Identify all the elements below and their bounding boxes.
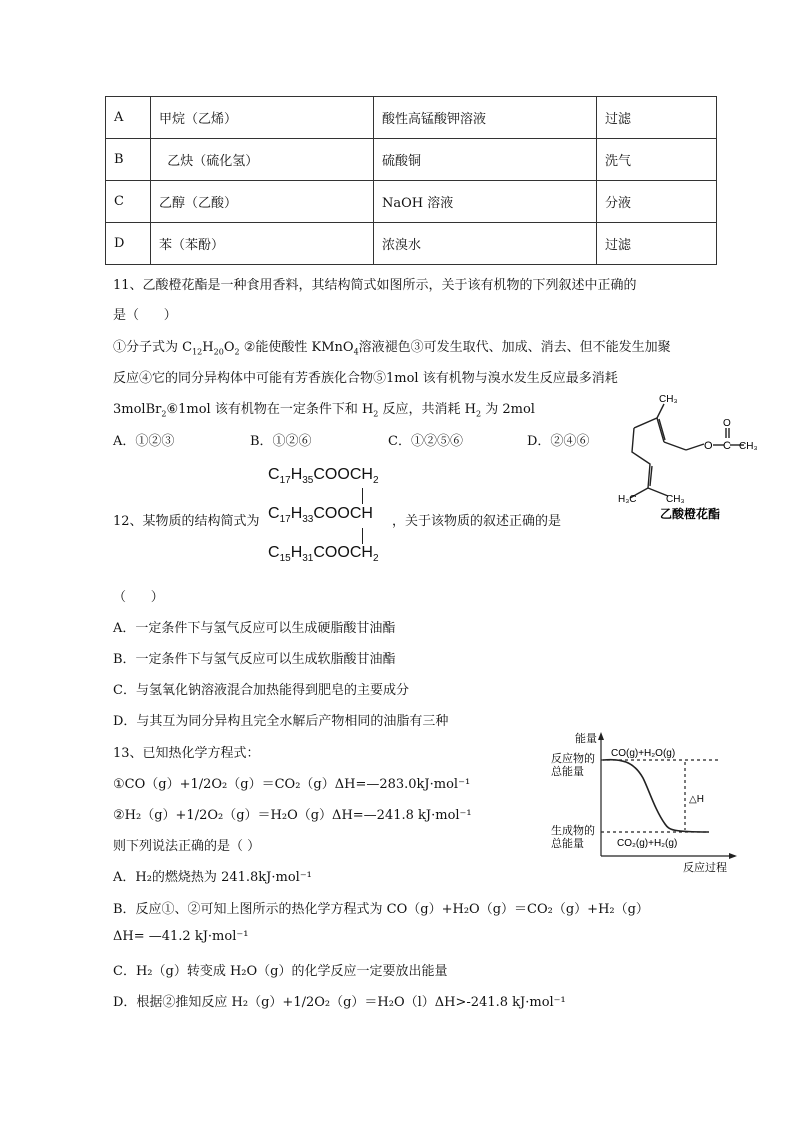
table-row	[106, 139, 717, 181]
mixture-cell: 乙醇（乙酸）	[151, 181, 374, 223]
text: ①分子式为 C	[113, 340, 193, 355]
subscript: 12	[192, 347, 203, 357]
text: C	[268, 466, 280, 483]
q13-option-b-line2: ΔH= —41.2 kJ·mol⁻¹	[113, 929, 249, 944]
subscript: 2	[161, 409, 167, 419]
q12-option-b: B．一定条件下与氢气反应可以生成软脂酸甘油酯	[113, 652, 396, 667]
subscript: 20	[213, 347, 224, 357]
reagent-cell: NaOH 溶液	[374, 181, 597, 223]
subscript: 33	[302, 514, 314, 526]
subscript: 2	[372, 553, 379, 565]
reactant-label-2: 总能量	[551, 765, 584, 778]
energy-diagram	[545, 728, 740, 878]
q11-statement-line2: 反应④它的同分异构体中可能有芳香族化合物⑤1mol 该有机物与溴水发生反应最多消耗	[113, 371, 618, 386]
text: 反应，共消耗 H	[378, 402, 476, 417]
reactant-label-1: 反应物的	[551, 752, 595, 765]
q12-paren: （ ）	[113, 590, 164, 605]
q13-option-d: D．根据②推知反应 H₂（g）+1/2O₂（g）＝H₂O（l）ΔH>-241.8 kJ·mol⁻¹	[113, 995, 566, 1010]
q12-option-c: C．与氢氧化钠溶液混合加热能得到肥皂的主要成分	[113, 683, 409, 698]
table-row	[106, 223, 717, 265]
q13-equation-2: ②H₂（g）+1/2O₂（g）＝H₂O（g）ΔH=—241.8 kJ·mol⁻¹	[113, 808, 472, 823]
diagram-y-label: 能量	[575, 732, 597, 745]
text: O	[223, 340, 235, 355]
triglyceride-line2	[268, 505, 373, 525]
q12-option-d: D．与其互为同分异构且完全水解后产物相同的油脂有三种	[113, 714, 449, 729]
mixture-cell: 乙炔（硫化氢）	[151, 139, 374, 181]
text: COOCH	[313, 466, 373, 483]
subscript: 35	[302, 475, 314, 487]
structure-caption: 乙酸橙花酯	[660, 507, 721, 521]
ch3-top-label: CH₃	[659, 394, 678, 405]
text: 溶液褪色③可发生取代、加成、消去、但不能发生加聚	[358, 340, 671, 355]
text: H	[290, 466, 303, 483]
ch3-right-label: CH₃	[666, 494, 685, 505]
method-cell: 洗气	[597, 139, 717, 181]
row-label: B	[106, 139, 151, 181]
q11-statement-line1	[113, 336, 671, 357]
q11-stem-line1: 11、乙酸橙花酯是一种食用香料，其结构简式如图所示，关于该有机物的下列叙述中正确的	[113, 278, 637, 293]
text: H	[290, 505, 303, 522]
neryl-acetate-structure	[612, 390, 762, 522]
text: ⑥1mol 该有机物在一定条件下和 H	[166, 402, 374, 417]
q13-option-b-line1: B．反应①、②可知上图所示的热化学方程式为 CO（g）+H₂O（g）＝CO₂（g）+H₂（g）	[113, 902, 649, 917]
subscript: 17	[279, 475, 291, 487]
q12-option-a: A．一定条件下与氢气反应可以生成硬脂酸甘油酯	[113, 621, 396, 636]
bond-line-upper	[362, 488, 363, 504]
q13-option-a: A．H₂的燃烧热为 241.8kJ·mol⁻¹	[113, 870, 312, 885]
q11-statement-line3	[113, 398, 535, 419]
reagent-cell: 浓溴水	[374, 223, 597, 265]
subscript: 15	[279, 553, 291, 565]
row-label: A	[106, 97, 151, 139]
reagent-cell: 硫酸铜	[374, 139, 597, 181]
carbonyl-oxygen-label: O	[723, 418, 731, 429]
table-row	[106, 181, 717, 223]
text: 为 2mol	[481, 402, 535, 417]
q11-option-b: B．①②⑥	[250, 434, 312, 449]
products-formula: CO₂(g)+H₂(g)	[617, 838, 678, 849]
row-label: C	[106, 181, 151, 223]
q11-stem-line2: 是（ ）	[113, 308, 177, 323]
text: H	[202, 340, 214, 355]
subscript: 2	[234, 347, 240, 357]
diagram-x-label: 反应过程	[683, 861, 727, 874]
q11-option-a: A．①②③	[113, 434, 175, 449]
delta-h-label: △H	[689, 794, 704, 805]
reactants-formula: CO(g)+H₂O(g)	[611, 748, 676, 759]
text: ②能使酸性 KMnO	[239, 340, 354, 355]
text: H	[290, 544, 303, 561]
subscript: 17	[279, 514, 291, 526]
product-label-1: 生成物的	[551, 824, 595, 837]
reagent-cell: 酸性高锰酸钾溶液	[374, 97, 597, 139]
ester-ch3-label: CH₃	[739, 441, 758, 452]
q11-option-c: C．①②⑤⑥	[388, 434, 463, 449]
q11-option-d: D．②④⑥	[527, 434, 590, 449]
text: C	[268, 544, 280, 561]
q12-stem-post: ，关于该物质的叙述正确的是	[392, 514, 562, 529]
triglyceride-line1	[268, 466, 379, 486]
product-label-2: 总能量	[551, 837, 584, 850]
subscript: 4	[353, 347, 359, 357]
row-label: D	[106, 223, 151, 265]
mixture-cell: 甲烷（乙烯）	[151, 97, 374, 139]
triglyceride-line3	[268, 544, 379, 564]
ester-oxygen-label: O	[704, 440, 713, 452]
h3c-label: H₃C	[618, 494, 637, 505]
q12-stem-pre: 12、某物质的结构简式为	[113, 514, 260, 529]
q13-option-c: C．H₂（g）转变成 H₂O（g）的化学反应一定要放出能量	[113, 964, 448, 979]
text: 3molBr	[113, 402, 162, 417]
options-table	[105, 96, 717, 265]
method-cell: 分液	[597, 181, 717, 223]
bond-line-lower	[362, 528, 363, 544]
subscript: 2	[372, 475, 379, 487]
subscript: 2	[476, 409, 482, 419]
text: COOCH	[313, 544, 373, 561]
ester-carbon-label: C	[723, 440, 731, 452]
method-cell: 过滤	[597, 223, 717, 265]
table-row	[106, 97, 717, 139]
text: COOCH	[313, 505, 373, 522]
subscript: 31	[302, 553, 314, 565]
method-cell: 过滤	[597, 97, 717, 139]
text: C	[268, 505, 280, 522]
mixture-cell: 苯（苯酚）	[151, 223, 374, 265]
q13-question: 则下列说法正确的是（ ）	[113, 839, 261, 854]
q13-stem: 13、已知热化学方程式：	[113, 746, 260, 761]
q13-equation-1: ①CO（g）+1/2O₂（g）＝CO₂（g）ΔH=—283.0kJ·mol⁻¹	[113, 777, 471, 792]
subscript: 2	[373, 409, 379, 419]
